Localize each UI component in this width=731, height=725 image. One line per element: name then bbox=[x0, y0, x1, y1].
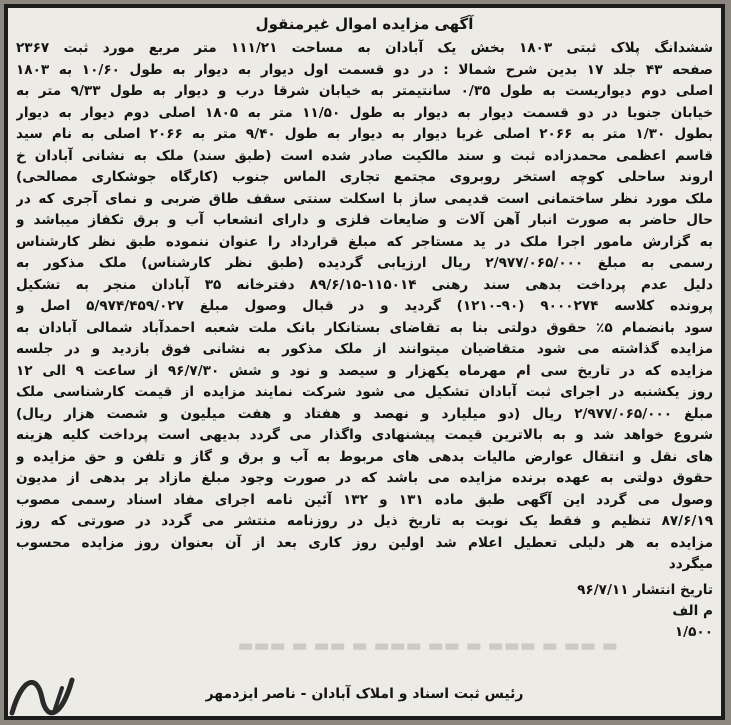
notice-body bbox=[16, 38, 713, 576]
notice-line: حقوق دولتی به عهده برنده مزایده می باشد که در صورت وجود مبلغ مازاد بر بدهی از مدیون bbox=[16, 470, 713, 486]
margin-ink-mark-decoration bbox=[4, 668, 82, 718]
notice-title: آگهی مزایده اموال غیرمنقول bbox=[255, 15, 474, 33]
notice-line: حال حاضر به صورت انبار آهن آلات و ضایعات فلزی و دارای انشعاب آب و برق تکفاز میباشد و bbox=[16, 212, 713, 228]
notice-line: روز یکشنبه در اجرای ثبت آبادان تشکیل می شود شرکت نمایند مزایده از قیمت کارشناسی ملک bbox=[16, 384, 713, 400]
notice-line: قاسم اعظمی محمدزاده ثبت و سند مالکیت صادر شده است (طبق سند) ملک به نشانی آبادان خ bbox=[16, 147, 713, 164]
notice-line: مزایده گذاشته می شود متقاضیان میتوانند از ملک مذکور به نشانی فوق بازدید و در جلسه bbox=[16, 341, 713, 357]
notice-meta bbox=[16, 580, 713, 643]
reference-code bbox=[16, 601, 713, 622]
notice-line: های نقل و انتقال عوارض مالیات بدهی های مربوط به آب و برق و گاز و تلفن و حق مزایده و bbox=[16, 448, 713, 465]
notice-line: شروع خواهد شد و به بالاترین قیمت پیشنهادی واگذار می گردد بدیهی است پرداخت کلیه هزینه bbox=[16, 427, 713, 443]
signature-line: رئیس ثبت اسناد و املاک آبادان - ناصر ایزدمهر bbox=[205, 686, 524, 702]
notice-line: ۸۷/۶/۱۹ تنظیم و فقط یک نوبت به تاریخ ذیل در روزنامه منتشر می گردد در صورتی که روز bbox=[16, 513, 713, 529]
notice-line: به گزارش مامور اجرا ملک در ید مستاجر که مبلغ قرارداد را عنوان ننموده طبق نظر کارشناس bbox=[16, 233, 713, 250]
notice-line: وصول می گردد این آگهی طبق ماده ۱۳۱ و ۱۳۲ آئین نامه اجرای مفاد اسناد رسمی مصوب bbox=[16, 491, 713, 508]
notice-line: میگردد bbox=[668, 556, 713, 572]
notice-content bbox=[16, 14, 713, 710]
notice-line: اروند ساحلی کوچه استخر روبروی مجتمع تجاری الماس جنوب (کارگاه جوشکاری مصالحی) bbox=[16, 169, 713, 185]
publish-date: تاریخ انتشار ۹۶/۷/۱۱ bbox=[577, 581, 713, 598]
reference-number: ۱/۵۰۰ bbox=[674, 623, 713, 640]
notice-line: بطول ۱/۳۰ متر به ۲۰۶۶ اصلی غربا دیوار به دیوار به طول ۹/۴۰ متر به ۲۰۶۶ اصلی به نام سید bbox=[16, 126, 713, 142]
notice-line: مزایده به هر دلیلی تعطیل اعلام شد اولین روز کاری بعد از آن بعنوان روز مزایده محسوب bbox=[16, 534, 713, 551]
notice-line: صفحه ۴۳ جلد ۱۷ بدین شرح شمالا : در دو قسمت اول دیوار به دیوار به طول ۱۰/۶۰ به ۱۸۰۳ bbox=[16, 61, 713, 78]
notice-line: خیابان جنوبا در دو قسمت دیوار به دیوار به طول ۱۱/۵۰ متر به ۱۸۰۵ اصلی دوم دیوار به دیوار bbox=[16, 104, 713, 121]
notice-line: سود بانضمام ۵٪ حقوق دولتی بنا به تقاضای بستانکار بانک ملت شعبه احمدآباد شمالی آبادان به bbox=[16, 319, 713, 336]
notice-line: اصلی دوم دیواریست به طول ۰/۳۵ سانتیمتر به خیابان شرقا درب و دیوار به طول ۹/۳۳ متر به bbox=[16, 83, 713, 99]
notice-line: دلیل عدم پرداخت بدهی سند رهنی ۱۱۵۰۱۴-۸۹/۶/۱۵ دفترخانه ۳۵ آبادان منجر به تشکیل bbox=[16, 276, 713, 293]
notice-line: پرونده کلاسه ۹۰۰۰۲۷۴ (۹۰-۱۲۱۰) گردید و در قبال وصول مبلغ ۵/۹۷۴/۴۵۹/۰۲۷ اصل و bbox=[16, 298, 713, 314]
notice-line: مزایده که در تاریخ سی ام مهرماه یکهزار و سیصد و نود و شش ۹۶/۷/۳۰ از ساعت ۹ الی ۱۲ bbox=[16, 362, 713, 379]
newspaper-clipping bbox=[4, 4, 725, 720]
notice-line: ملک مورد نظر ساختمانی است قدیمی ساز با اسکلت سنتی سقف طاق ضربی و نمای آجری که در bbox=[16, 190, 713, 207]
reference-prefix: م الف bbox=[672, 602, 713, 619]
notice-line: ششدانگ پلاک ثبتی ۱۸۰۳ بخش یک آبادان به مساحت ۱۱۱/۲۱ متر مربع مورد ثبت ۲۳۶۷ bbox=[16, 40, 713, 56]
notice-line: رسمی به مبلغ ۲/۹۷۷/۰۶۵/۰۰۰ ریال ارزیابی گردیده (طبق نظر کارشناس) ملک مذکور به bbox=[16, 255, 713, 271]
notice-line: مبلغ ۲/۹۷۷/۰۶۵/۰۰۰ ریال (دو میلیارد و نهصد و هفتاد و هفت میلیون و شصت هزار ریال) bbox=[16, 405, 713, 422]
show-through-text-decoration: ▬ ▬▬ ▬ ▬▬▬ ▬ ▬▬ ▬▬▬ ▬ ▬▬ ▬ ▬▬▬ bbox=[237, 636, 618, 656]
